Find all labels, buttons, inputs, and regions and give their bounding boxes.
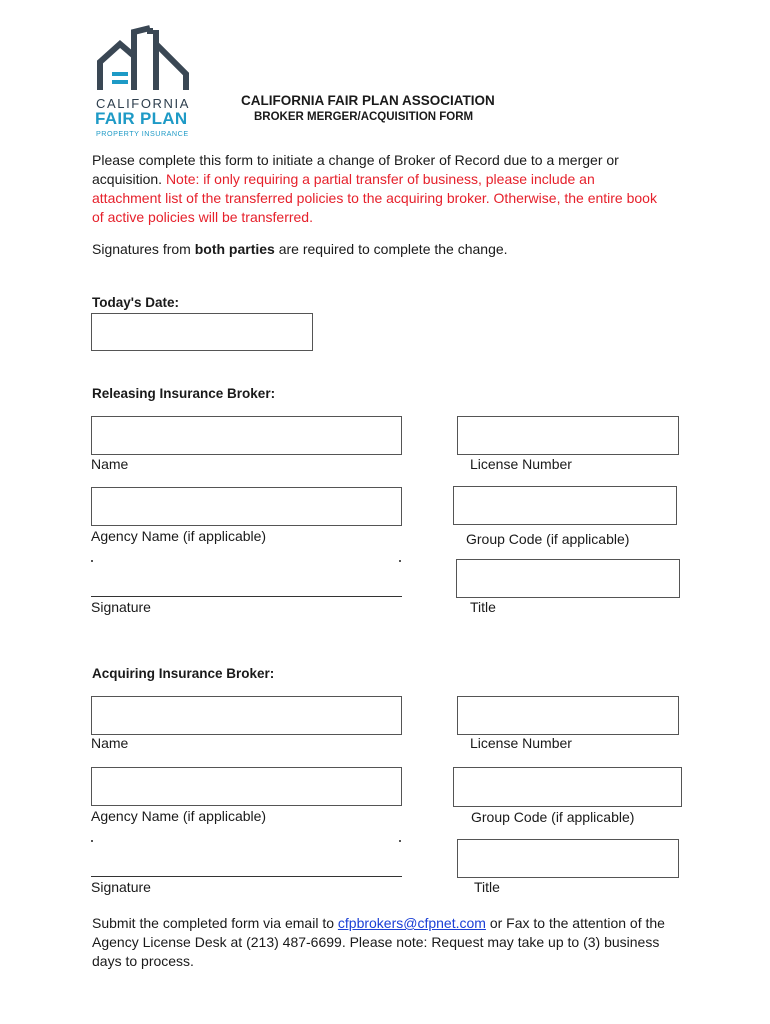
intro-text: Please complete this form to initiate a change of Broker of Record due to a merger or acquisition. xyxy=(92,152,619,187)
logo-text-property-insurance: PROPERTY INSURANCE xyxy=(96,129,189,138)
footer-prefix: Submit the completed form via email to xyxy=(92,915,338,931)
acquiring-agency-input[interactable] xyxy=(91,767,402,806)
signature-dot xyxy=(399,560,401,562)
signature-dot xyxy=(91,840,93,842)
footer-text: or Fax to the attention of the Agency License Desk at (213) 487-6699. Please note: Request may take up to (3) business days to process. xyxy=(92,915,665,969)
signatures-note xyxy=(92,240,662,259)
todays-date-input[interactable] xyxy=(91,313,313,351)
intro-note-red: Note: if only requiring a partial transfer of business, please include an attachment list of the transferred policies to the acquiring broker. Otherwise, the entire book of active policies will be transferred. xyxy=(92,171,657,225)
todays-date-label: Today's Date: xyxy=(92,295,179,310)
logo-text-california: CALIFORNIA xyxy=(96,96,191,111)
signature-dot xyxy=(91,560,93,562)
form-title: BROKER MERGER/ACQUISITION FORM xyxy=(254,111,474,123)
footer-instructions xyxy=(92,914,692,971)
acquiring-agency-label: Agency Name (if applicable) xyxy=(91,808,267,824)
acquiring-name-input[interactable] xyxy=(91,696,402,735)
signature-dot xyxy=(399,840,401,842)
acquiring-signature-line[interactable] xyxy=(91,876,402,877)
organization-title: CALIFORNIA FAIR PLAN ASSOCIATION xyxy=(241,93,495,108)
releasing-signature-line[interactable] xyxy=(91,596,402,597)
acquiring-broker-heading: Acquiring Insurance Broker: xyxy=(92,666,275,681)
releasing-broker-heading: Releasing Insurance Broker: xyxy=(92,386,276,401)
acquiring-title-input[interactable] xyxy=(457,839,679,878)
acquiring-group-code-input[interactable] xyxy=(453,767,682,807)
signatures-note-suffix: are required to complete the change. xyxy=(274,241,508,257)
acquiring-name-label: Name xyxy=(91,735,129,751)
releasing-license-label: License Number xyxy=(470,456,572,472)
signatures-note-prefix: Signatures from xyxy=(92,241,195,257)
releasing-name-label: Name xyxy=(91,456,129,472)
acquiring-license-label: License Number xyxy=(470,735,572,751)
releasing-title-input[interactable] xyxy=(456,559,680,598)
releasing-agency-label: Agency Name (if applicable) xyxy=(91,528,267,544)
releasing-group-code-input[interactable] xyxy=(453,486,677,525)
releasing-signature-label: Signature xyxy=(91,599,151,615)
releasing-group-code-label: Group Code (if applicable) xyxy=(466,531,630,547)
intro-paragraph xyxy=(92,151,662,227)
releasing-agency-input[interactable] xyxy=(91,487,402,526)
logo-text-fair-plan: FAIR PLAN xyxy=(95,109,188,128)
acquiring-title-label: Title xyxy=(474,879,500,895)
acquiring-group-code-label: Group Code (if applicable) xyxy=(471,809,635,825)
acquiring-license-input[interactable] xyxy=(457,696,679,735)
email-link[interactable]: cfpbrokers@cfpnet.com xyxy=(337,915,486,931)
releasing-license-input[interactable] xyxy=(457,416,679,455)
signatures-note-bold: both parties xyxy=(194,241,275,257)
releasing-name-input[interactable] xyxy=(91,416,402,455)
acquiring-signature-label: Signature xyxy=(91,879,151,895)
releasing-title-label: Title xyxy=(470,599,496,615)
